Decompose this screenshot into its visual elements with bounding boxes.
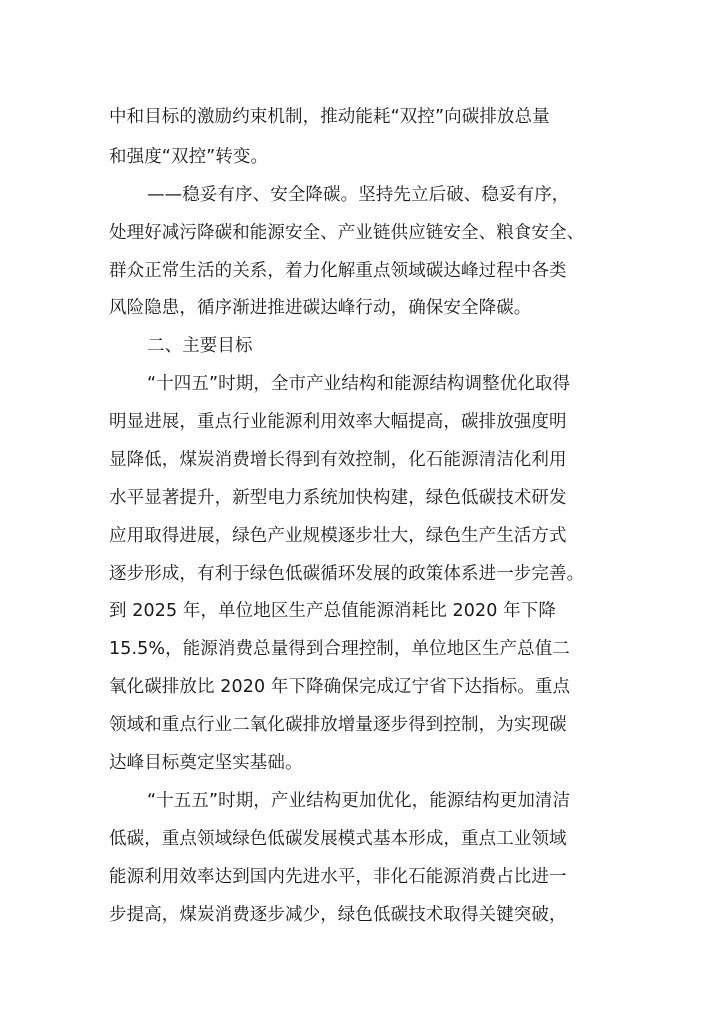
text-line: 氧化碳排放比 2020 年下降确保完成辽宁省下达指标。重点: [109, 677, 571, 697]
text-line: 15.5%，能源消费总量得到合理控制，单位地区生产总值二: [109, 639, 570, 659]
text-line: 群众正常生活的关系，着力化解重点领域碳达峰过程中各类: [109, 261, 567, 281]
text-line: 能源利用效率达到国内先进水平，非化石能源消费占比进一: [109, 867, 567, 887]
text-line: “十四五”时期，全市产业结构和能源结构调整优化取得: [147, 374, 571, 394]
text-line: 应用取得进展，绿色产业规模逐步壮大，绿色生产生活方式: [109, 526, 567, 546]
text-line: 风险隐患，循序渐进推进碳达峰行动，确保安全降碳。: [109, 298, 532, 318]
section-heading: 二、主要目标: [147, 336, 253, 356]
text-line: 逐步形成，有利于绿色低碳循环发展的政策体系进一步完善。: [109, 564, 585, 584]
text-line: 明显进展，重点行业能源利用效率大幅提高，碳排放强度明: [109, 412, 567, 432]
text-line: 水平显著提升，新型电力系统加快构建，绿色低碳技术研发: [109, 488, 567, 508]
text-line: 领域和重点行业二氧化碳排放增量逐步得到控制，为实现碳: [109, 715, 567, 735]
text-line: 达峰目标奠定坚实基础。: [109, 753, 303, 773]
text-line: “十五五”时期，产业结构更加优化，能源结构更加清洁: [147, 791, 571, 811]
text-line: 和强度“双控”转变。: [109, 147, 269, 167]
text-line: ——稳妥有序、安全降碳。坚持先立后破、稳妥有序，: [147, 185, 570, 205]
text-line: 中和目标的激励约束机制，推动能耗“双控”向碳排放总量: [109, 107, 550, 127]
text-line: 步提高，煤炭消费逐步减少，绿色低碳技术取得关键突破，: [109, 905, 567, 925]
text-line: 处理好减污降碳和能源安全、产业链供应链安全、粮食安全、: [109, 223, 585, 243]
text-line: 到 2025 年，单位地区生产总值能源消耗比 2020 年下降: [109, 601, 556, 621]
text-line: 显降低，煤炭消费增长得到有效控制，化石能源清洁化利用: [109, 450, 567, 470]
text-line: 低碳，重点领域绿色低碳发展模式基本形成，重点工业领域: [109, 829, 567, 849]
